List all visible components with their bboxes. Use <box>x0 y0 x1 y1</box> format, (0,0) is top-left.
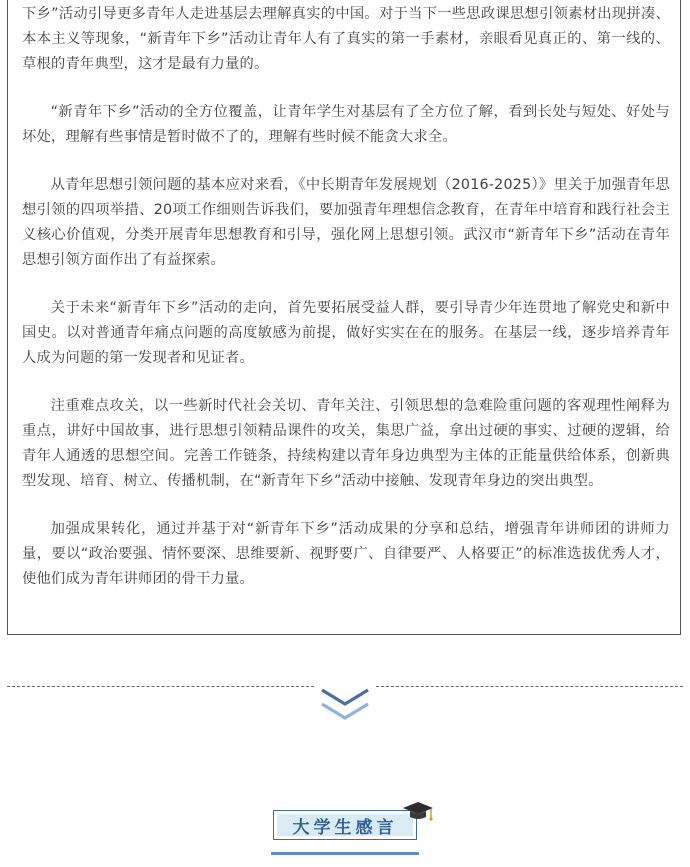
graduation-cap-icon <box>401 800 435 824</box>
article-paragraph-4: 关于未来“新青年下乡”活动的走向，首先要拓展受益人群，要引导青少年连贯地了解党史和新中国史。以对普通青年痛点问题的高度敏感为前提，做好实实在在的服务。在基层一线，逐步培养青年人成为问题的第一发现者和见证者。 <box>22 300 670 366</box>
badge-underline <box>271 852 419 855</box>
double-chevron-down-icon <box>316 684 374 728</box>
article-paragraph-2: “新青年下乡”活动的全方位覆盖，让青年学生对基层有了全方位了解，看到长处与短处、好处与坏处，理解有些事情是暂时做不了的，理解有些时候不能贪大求全。 <box>22 104 670 145</box>
article-paragraph-6: 加强成果转化，通过并基于对“新青年下乡”活动成果的分享和总结，增强青年讲师团的讲师力量，要以“政治要强、情怀要深、思维要新、视野要广、自律要严、人格要正”的标准选拔优秀人才，使他们成为青年讲师团的骨干力量。 <box>22 521 670 587</box>
section-badge <box>271 800 435 860</box>
badge-label: 大学生感言 <box>292 817 398 838</box>
article-paragraph-1: 下乡”活动引导更多青年人走进基层去理解真实的中国。对于当下一些思政课思想引领素材出现拼凑、本本主义等现象，“新青年下乡”活动让青年人有了真实的第一手素材，亲眼看见真正的、第一线的、草根的青年典型，这才是最有力量的。 <box>22 6 670 72</box>
badge-frame <box>273 810 417 840</box>
article-box <box>7 0 681 635</box>
article-paragraph-3: 从青年思想引领问题的基本应对来看，《中长期青年发展规划（2016-2025）》里关于加强青年思想引领的四项举措、20项工作细则告诉我们，要加强青年理想信念教育，在青年中培育和践行社会主义核心价值观，分类开展青年思想教育和引导，强化网上思想引领。武汉市“新青年下乡”活动在青年思想引领方面作出了有益探索。 <box>22 177 670 268</box>
article-paragraph-5: 注重难点攻关，以一些新时代社会关切、青年关注、引领思想的急难险重问题的客观理性阐释为重点，讲好中国故事，进行思想引领精品课件的攻关，集思广益，拿出过硬的事实、过硬的逻辑，给青年人通透的思想空间。完善工作链条，持续构建以青年身边典型为主体的正能量供给体系，创新典型发现、培育、树立、传播机制，在“新青年下乡”活动中接触、发现青年身边的突出典型。 <box>22 398 670 489</box>
